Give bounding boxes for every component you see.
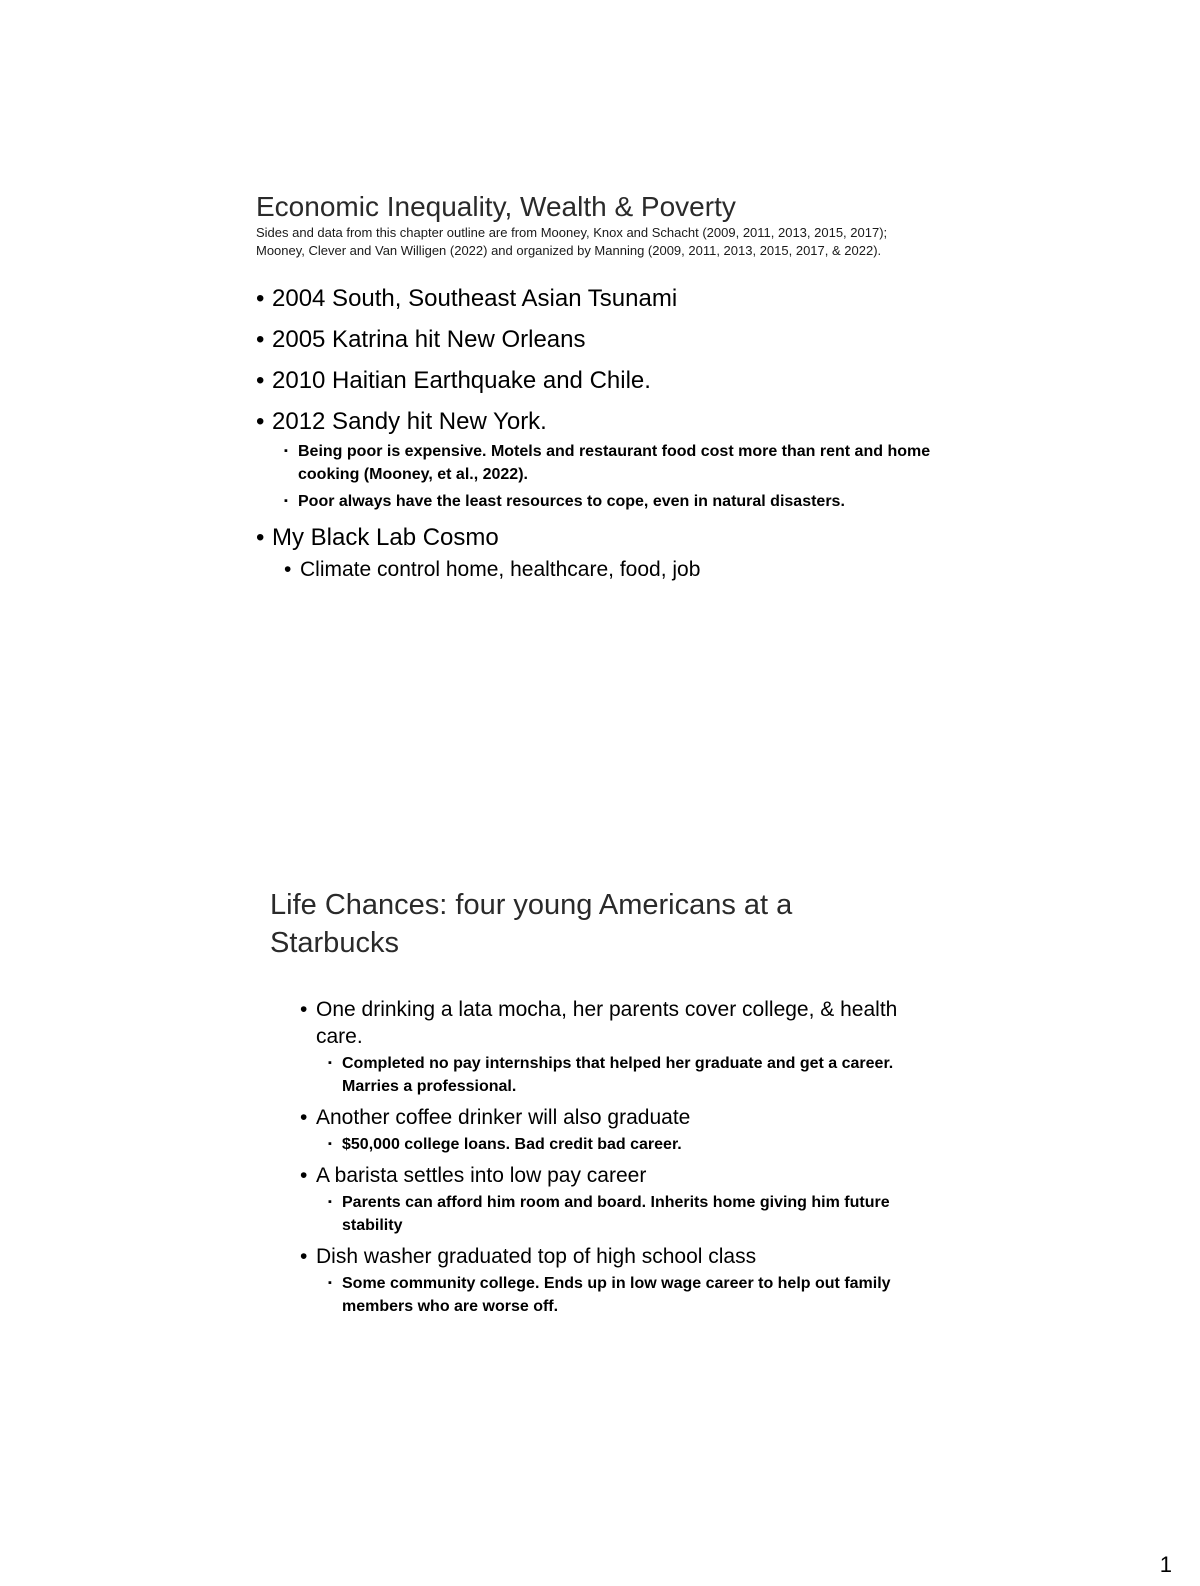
list-item (256, 325, 956, 355)
bullet-list (256, 284, 956, 584)
bullet-icon: • (300, 1164, 308, 1187)
list-item-text: One drinking a lata mocha, her parents cover college, & health care. (316, 998, 898, 1048)
list-item (256, 284, 956, 314)
square-bullet-icon: ▪ (284, 495, 288, 507)
sub-bullet-list (328, 1191, 950, 1237)
list-item (300, 1162, 916, 1189)
square-bullet-icon: ▪ (328, 1057, 332, 1069)
list-item (300, 1243, 916, 1270)
bullet-icon: • (300, 998, 308, 1021)
square-bullet-icon: ▪ (328, 1138, 332, 1150)
bullet-icon: • (300, 1245, 308, 1268)
sub-list-item (284, 490, 938, 513)
sub-bullet-list (284, 440, 956, 513)
sub-list-item (328, 1133, 922, 1156)
list-item-text: My Black Lab Cosmo (272, 524, 499, 551)
list-item (256, 523, 956, 553)
sub-list-item (328, 1052, 922, 1098)
list-item (256, 407, 956, 437)
bullet-icon: • (256, 285, 265, 312)
list-item (300, 1104, 916, 1131)
bullet-icon: • (256, 408, 265, 435)
bullet-icon: • (256, 524, 265, 551)
bullet-list (300, 996, 950, 1318)
sub-bullet-list (328, 1052, 950, 1098)
list-item-text: 2005 Katrina hit New Orleans (272, 326, 586, 353)
list-item (300, 996, 916, 1050)
page-number: 1 (1159, 1552, 1172, 1577)
bullet-icon: • (300, 1106, 308, 1129)
list-item-text: A barista settles into low pay career (316, 1164, 647, 1187)
square-bullet-icon: ▪ (328, 1196, 332, 1208)
list-item-text: Another coffee drinker will also graduate (316, 1106, 691, 1129)
sub-list-item-text: Climate control home, healthcare, food, job (300, 558, 701, 581)
list-item-text: 2004 South, Southeast Asian Tsunami (272, 285, 678, 312)
sub-bullet-list (284, 556, 956, 584)
list-item-text: 2012 Sandy hit New York. (272, 408, 547, 435)
slide-life-chances (270, 886, 950, 1324)
slide-subtitle: Sides and data from this chapter outline are from Mooney, Knox and Schacht (2009, 2011, 2013, 2015, 2017); Mooney, Clever and Van Willigen (2022) and organized by Manning (2009, 2011, 2013, 2015, 2017, & 2022). (256, 225, 888, 258)
sub-list-item-text: Completed no pay internships that helped her graduate and get a career. Marries a professional. (342, 1055, 894, 1095)
bullet-icon: • (284, 558, 292, 581)
sub-list-item (284, 556, 956, 584)
sub-list-item (328, 1191, 922, 1237)
sub-list-item-text: Some community college. Ends up in low wage career to help out family members who are worse off. (342, 1275, 891, 1315)
list-item-text: 2010 Haitian Earthquake and Chile. (272, 367, 651, 394)
square-bullet-icon: ▪ (328, 1277, 332, 1289)
slide-title: Life Chances: four young Americans at a Starbucks (270, 889, 793, 959)
list-item (256, 366, 956, 396)
sub-list-item-text: $50,000 college loans. Bad credit bad career. (342, 1136, 682, 1153)
sub-list-item (284, 440, 938, 486)
sub-bullet-list (328, 1272, 950, 1318)
slide-title: Economic Inequality, Wealth & Poverty (256, 191, 736, 222)
slide-economic-inequality (256, 190, 956, 594)
square-bullet-icon: ▪ (284, 445, 288, 457)
sub-list-item-text: Being poor is expensive. Motels and restaurant food cost more than rent and home cooking (Mooney, et al., 2022). (298, 443, 931, 483)
sub-bullet-list (328, 1133, 950, 1156)
sub-list-item (328, 1272, 922, 1318)
bullet-icon: • (256, 326, 265, 353)
sub-list-item-text: Parents can afford him room and board. Inherits home giving him future stability (342, 1194, 890, 1234)
bullet-icon: • (256, 367, 265, 394)
sub-list-item-text: Poor always have the least resources to cope, even in natural disasters. (298, 493, 845, 510)
list-item-text: Dish washer graduated top of high school class (316, 1245, 757, 1268)
